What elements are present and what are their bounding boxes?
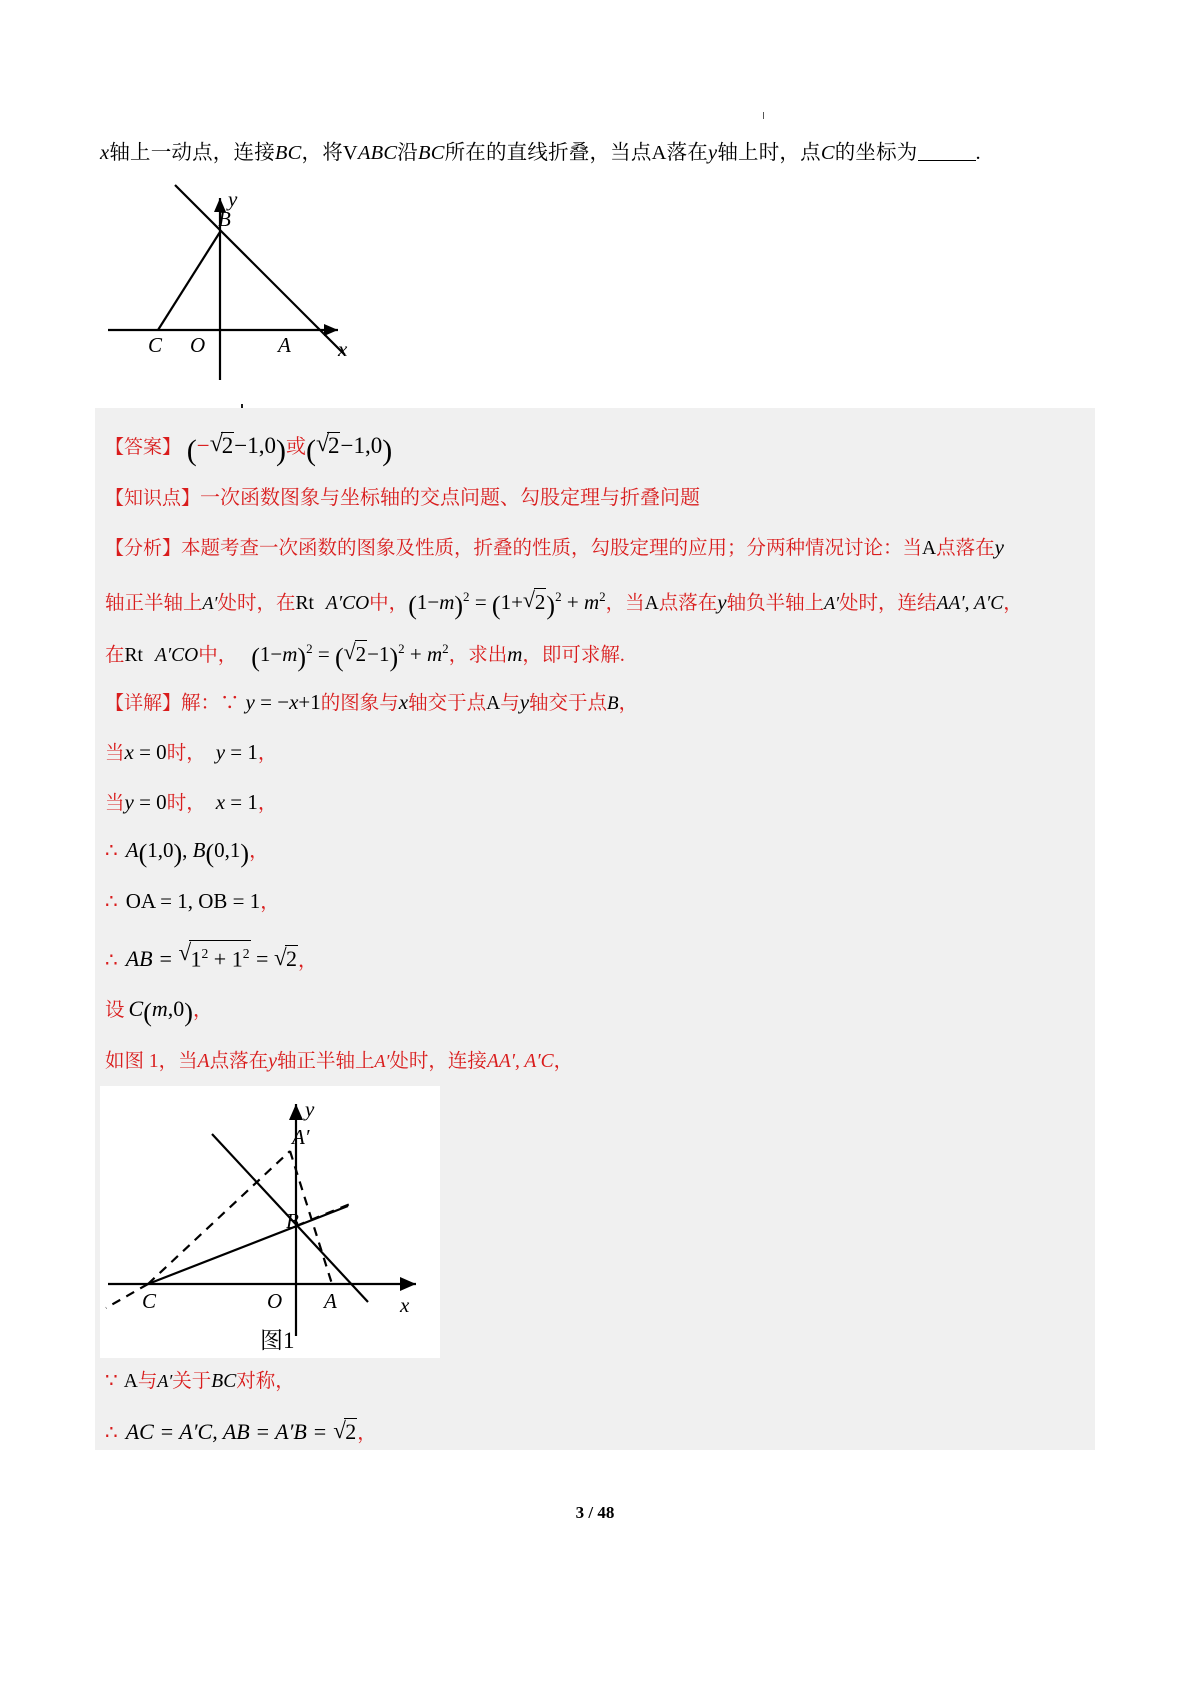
question-text [100, 138, 1100, 168]
solution-point-a-2: A [197, 1051, 210, 1072]
solution-end-10: ， [357, 1423, 377, 1444]
solution-end-3: ， [257, 793, 278, 814]
solution-jie: 解： [181, 693, 221, 714]
knowledge-line [105, 484, 700, 511]
question-seg-10: 落在 [666, 142, 708, 164]
label-C: C [148, 333, 163, 357]
solution-line-6: ∴ AB = √ $1^2 + 1^2$ = √ 2， [105, 940, 317, 974]
analysis-text-3d: ，即可求解. [522, 645, 625, 667]
solution-guanyu: 关于 [172, 1371, 212, 1392]
label-C-fig1: C [142, 1289, 157, 1313]
solution-point-b-1: B [607, 693, 619, 714]
analysis-aprime-1: A′ [202, 593, 218, 614]
question-seg-6: 沿 [397, 142, 418, 164]
analysis-text-1: 本题考查一次函数的图象及性质，折叠的性质，勾股定理的应用；分两种情况讨论：当 [181, 538, 923, 559]
answer-radicand-right: 2 [327, 433, 340, 458]
because-symbol-1: ∵ [220, 693, 240, 714]
knowledge-tag: 【知识点】 [105, 487, 201, 509]
solution-text-1d: 轴交于点 [529, 693, 608, 714]
solution-dang-1: 当 [105, 743, 125, 764]
solution-ab-label: AB = [125, 946, 173, 972]
analysis-segments-1: AA′, A′C [936, 593, 1004, 615]
answer-blank[interactable] [918, 142, 976, 161]
solution-end-4: ， [249, 841, 269, 862]
solution-line-9 [105, 1368, 295, 1395]
solution-aprime-1: A′ [374, 1051, 390, 1071]
solution-rad-10: 2 [345, 1419, 357, 1444]
analysis-text-1b: 点落在 [936, 538, 995, 559]
analysis-line-1 [105, 534, 1004, 562]
analysis-text-2b: 处时，在 [217, 593, 296, 615]
solution-end-2: ， [257, 743, 278, 764]
analysis-rt-2: Rt [124, 645, 143, 667]
question-seg-a: A [651, 142, 667, 164]
solution-line-3: 当y = 0时， x = 1， [105, 790, 278, 814]
analysis-text-2h: 轴负半轴上 [726, 593, 825, 615]
solution-text-1e: ， [618, 693, 639, 714]
solution-eq-ac: AC = A′C, AB = A′B = [125, 1419, 328, 1444]
answer-tail-right: −1,0 [340, 433, 383, 458]
analysis-text-2l: ， [1003, 593, 1023, 615]
label-B-fig1: B [286, 1209, 299, 1233]
solution-line-4: ∴ A(1,0), B(0,1)， [105, 838, 269, 868]
answer-neg-sign: − [196, 433, 210, 458]
analysis-rt-1: Rt [295, 593, 314, 615]
figure-top-svg [100, 180, 480, 405]
solution-she: 设 [105, 1000, 125, 1021]
solution-point-a-3: A [123, 1371, 138, 1392]
solution-text-8b: 点落在 [209, 1051, 269, 1072]
analysis-var-m: m [507, 642, 523, 667]
therefore-symbol-4: ∴ [105, 1422, 118, 1444]
solution-axis-x-1: x [398, 690, 409, 714]
therefore-symbol-1: ∴ [105, 840, 118, 862]
question-seg-2: 轴上一动点，连接 [109, 142, 275, 164]
analysis-tag: 【分析】 [105, 537, 182, 559]
therefore-symbol-3: ∴ [105, 949, 118, 972]
analysis-text-2c: 中， [369, 593, 409, 615]
question-seg-4: ，将V [301, 142, 358, 164]
solution-duicheng: 对称， [236, 1371, 295, 1392]
solution-shi-1: 时， [166, 743, 206, 764]
label-A-prime: A′ [292, 1125, 310, 1149]
label-O: O [190, 333, 206, 357]
analysis-text-3b: 中， [198, 645, 238, 667]
solution-point-a-1: A [486, 693, 501, 714]
analysis-text-2d: ，当 [605, 593, 645, 615]
answer-panel [95, 408, 1095, 1450]
solution-end-5: ， [260, 892, 280, 913]
because-symbol-2: ∵ [105, 1370, 118, 1392]
solution-text-8c: 轴正半轴上 [276, 1051, 375, 1072]
label-axis-x: x [338, 337, 348, 361]
solution-end-7: ， [192, 1000, 213, 1021]
analysis-line-3: 在Rt A′CO中， $(1-m)^2$ = ( √ $2-1)^2 + m^2$，求出m，即可求解. [105, 636, 625, 669]
analysis-text-2f: 点落在 [658, 593, 718, 615]
solution-text-1c: 与 [500, 693, 520, 714]
analysis-text-2a: 轴正半轴上 [105, 593, 203, 615]
solution-axis-y-2: y [268, 1050, 277, 1072]
solution-text-8f: ， [553, 1051, 574, 1072]
analysis-point-a: A [922, 538, 937, 559]
solution-line-7: 设 C(m,0)， [105, 996, 213, 1027]
therefore-symbol-2: ∴ [105, 891, 118, 913]
analysis-text-2j: 处时，连结 [839, 593, 937, 615]
solution-axis-y-1: y [519, 690, 530, 714]
question-var-x: x [100, 142, 110, 164]
solution-tag: 【详解】 [105, 692, 182, 714]
answer-joiner: 或 [285, 434, 306, 458]
figure-triangle-abc [100, 180, 480, 405]
question-seg-abc: ABC [357, 142, 398, 164]
analysis-aprime-2: A′ [824, 593, 840, 614]
analysis-text-3c: ，求出 [448, 645, 508, 667]
label-A: A [278, 333, 291, 357]
solution-text-1a: 的图象与 [320, 693, 399, 714]
question-seg-y: y [708, 142, 718, 164]
knowledge-text: 一次函数图象与坐标轴的交点问题、勾股定理与折叠问题 [200, 485, 701, 509]
question-seg-bc-2: BC [417, 142, 445, 164]
analysis-line-2: 轴正半轴上A′处时，在Rt A′CO中，$(1-m)^2 = (1+$ √ $2)^2 + m^2$，当A点落在y轴负半轴上A′处时，连结AA′, A′C， [105, 584, 1023, 617]
question-seg-12: 轴上时，点 [717, 142, 821, 164]
solution-end-6: ， [297, 950, 318, 972]
solution-yu: 与 [137, 1371, 158, 1392]
solution-line-10 [105, 1418, 377, 1447]
solution-line-2: 当x = 0时， y = 1， [105, 740, 278, 764]
label-O-fig1: O [267, 1289, 283, 1313]
stray-tick-mark [763, 112, 764, 119]
solution-text-1b: 轴交于点 [408, 693, 487, 714]
figure-1-card [100, 1086, 440, 1358]
answer-tail-left: −1,0 [234, 433, 276, 458]
question-seg-bc-1: BC [274, 142, 302, 164]
answer-radicand-left: 2 [221, 433, 234, 458]
label-axis-y-fig1: y [305, 1097, 315, 1121]
label-axis-x-fig1: x [400, 1293, 410, 1317]
question-seg-8: 所在的直线折叠，当点 [444, 142, 652, 164]
analysis-triangle-2: A′CO [154, 645, 199, 667]
solution-aprime-2: A′ [157, 1371, 173, 1391]
question-seg-c: C [820, 142, 835, 164]
label-B: B [218, 207, 231, 231]
answer-tag: 【答案】 [105, 436, 182, 458]
solution-bc-label: BC [211, 1371, 237, 1392]
solution-dang-2: 当 [105, 793, 125, 814]
label-A-fig1: A [324, 1289, 337, 1313]
page-footer: 3 / 48 [575, 1503, 615, 1522]
solution-text-8d: 处时，连接 [389, 1051, 487, 1072]
analysis-text-3a: 在 [105, 645, 125, 667]
answer-line: 【答案】 (− √ 2−1,0)或( √ 2−1,0) [105, 432, 392, 463]
analysis-axis-y-2: y [717, 590, 727, 615]
solution-segments-1: AA′, A′C [486, 1051, 554, 1072]
solution-shi-2: 时， [166, 793, 206, 814]
label-axis-y: y [228, 187, 238, 211]
figure-1-svg [100, 1086, 440, 1358]
question-seg-15: . [975, 142, 981, 164]
analysis-point-a2: A [644, 593, 659, 615]
solution-text-8a: 如图 1，当 [105, 1051, 198, 1072]
solution-line-5 [105, 888, 280, 916]
analysis-triangle-1: A′CO [325, 593, 370, 615]
figure-1-caption: 图1 [260, 1328, 295, 1353]
solution-line-1: 【详解】解：∵ y = −x+1的图象与x轴交于点A与y轴交于点B， [105, 690, 639, 714]
solution-line-8 [105, 1048, 573, 1075]
analysis-axis-y-1: y [994, 535, 1004, 559]
question-seg-14: 的坐标为 [834, 142, 918, 164]
solution-eq-oa-ob: OA = 1, OB = 1 [125, 889, 261, 913]
